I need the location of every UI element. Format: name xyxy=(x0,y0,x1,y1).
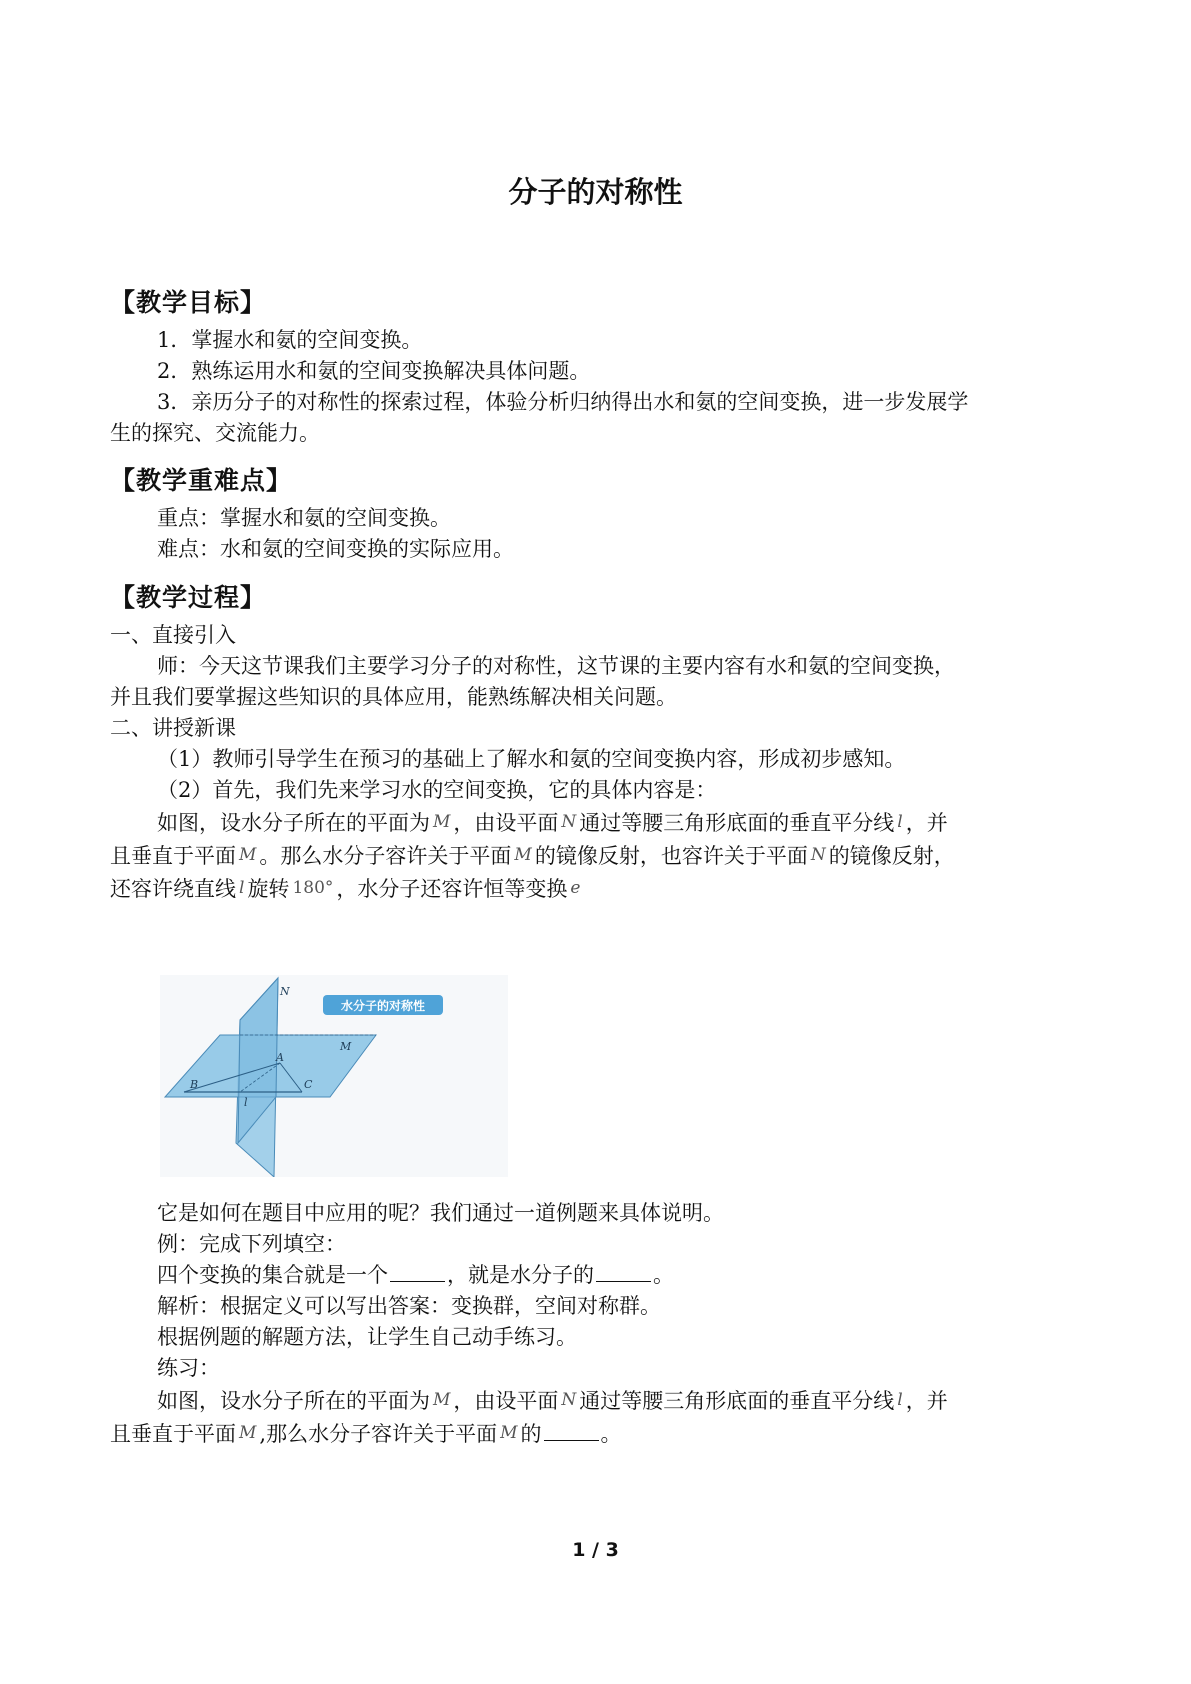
page-number: 1 / 3 xyxy=(572,1539,619,1561)
paragraph-line: 例：完成下列填空： xyxy=(157,1232,346,1256)
goal-item: 1．掌握水和氨的空间变换。 xyxy=(157,328,423,352)
label-b: B xyxy=(190,1078,199,1091)
math-symbol: M xyxy=(239,845,257,865)
text-run: 的镜像反射，也容许关于平面 xyxy=(534,844,808,868)
fill-blank xyxy=(544,1422,599,1441)
paragraph-line xyxy=(157,808,948,841)
label-c: C xyxy=(304,1078,313,1091)
text-run: 且垂直于平面 xyxy=(110,844,236,868)
text-run: 。 xyxy=(600,1422,622,1446)
section-heading-process: 【教学过程】 xyxy=(110,583,267,612)
fill-blank xyxy=(596,1263,651,1282)
math-symbol: e xyxy=(570,878,581,898)
label-l: l xyxy=(244,1096,248,1109)
text-run: ，由设平面 xyxy=(453,811,559,835)
paragraph-line: 根据例题的解题方法，让学生自己动手练习。 xyxy=(157,1325,577,1349)
math-symbol: M xyxy=(239,1423,257,1443)
math-symbol: M xyxy=(500,1423,518,1443)
text-run: 通过等腰三角形底面的垂直平分线 xyxy=(579,1389,895,1413)
math-symbol: N xyxy=(561,812,577,832)
goal-item: 3．亲历分子的对称性的探索过程，体验分析归纳得出水和氨的空间变换，进一步发展学 xyxy=(157,390,969,414)
subsection-heading: 一、直接引入 xyxy=(110,623,236,647)
paragraph-line: 师：今天这节课我们主要学习分子的对称性，这节课的主要内容有水和氨的空间变换， xyxy=(157,654,955,678)
math-symbol: l xyxy=(239,878,245,898)
math-symbol: M xyxy=(514,845,532,865)
water-symmetry-figure xyxy=(160,975,508,1177)
text-run: 还容许绕直线 xyxy=(110,877,236,901)
math-symbol: l xyxy=(897,812,903,832)
math-symbol: M xyxy=(433,1390,451,1410)
section-heading-goals: 【教学目标】 xyxy=(110,288,267,317)
text-run: 。 xyxy=(653,1263,674,1287)
math-symbol: l xyxy=(897,1390,903,1410)
subsection-heading: 二、讲授新课 xyxy=(110,716,236,740)
paragraph-line: （1）教师引导学生在预习的基础上了解水和氨的空间变换内容，形成初步感知。 xyxy=(157,747,906,771)
paragraph-line: 并且我们要掌握这些知识的具体应用，能熟练解决相关问题。 xyxy=(110,685,677,709)
text-run: ，水分子还容许恒等变换 xyxy=(336,877,568,901)
keypoint-difficulty: 难点：水和氨的空间变换的实际应用。 xyxy=(157,537,514,561)
paragraph-line xyxy=(110,841,955,874)
label-a: A xyxy=(276,1051,284,1064)
goal-item: 2．熟练运用水和氨的空间变换解决具体问题。 xyxy=(157,359,591,383)
text-run: 四个变换的集合就是一个 xyxy=(157,1263,388,1287)
label-m: M xyxy=(340,1040,352,1053)
text-run: 通过等腰三角形底面的垂直平分线 xyxy=(579,811,895,835)
paragraph-line: （2）首先，我们先来学习水的空间变换，它的具体内容是： xyxy=(157,778,717,802)
fill-blank xyxy=(390,1263,445,1282)
paragraph-line xyxy=(157,1386,948,1419)
text-run: 。那么水分子容许关于平面 xyxy=(259,844,512,868)
text-run: ，并 xyxy=(905,811,948,835)
text-run: 如图，设水分子所在的平面为 xyxy=(157,1389,430,1413)
text-run: 旋转 xyxy=(247,877,290,901)
goal-item-continued: 生的探究、交流能力。 xyxy=(110,421,320,445)
paragraph-line: 练习： xyxy=(157,1356,220,1380)
paragraph-line: 解析：根据定义可以写出答案：变换群，空间对称群。 xyxy=(157,1294,661,1318)
text-run: 如图，设水分子所在的平面为 xyxy=(157,811,430,835)
text-run: ，由设平面 xyxy=(453,1389,559,1413)
label-n: N xyxy=(280,985,290,998)
text-run: ，并 xyxy=(905,1389,948,1413)
text-run: ,那么水分子容许关于平面 xyxy=(259,1422,498,1446)
paragraph-line xyxy=(110,1419,622,1452)
text-run: 且垂直于平面 xyxy=(110,1422,236,1446)
text-run: 的 xyxy=(520,1422,542,1446)
paragraph-line: 它是如何在题目中应用的呢？我们通过一道例题来具体说明。 xyxy=(157,1201,724,1225)
text-run: ，就是水分子的 xyxy=(447,1263,594,1287)
math-symbol: N xyxy=(561,1390,577,1410)
paragraph-line xyxy=(157,1260,674,1291)
math-symbol: N xyxy=(810,845,826,865)
section-heading-keypoints: 【教学重难点】 xyxy=(110,466,293,495)
math-symbol: M xyxy=(433,812,451,832)
paragraph-line xyxy=(110,874,583,907)
math-symbol: 180° xyxy=(292,878,334,898)
keypoint-focus: 重点：掌握水和氨的空间变换。 xyxy=(157,506,451,530)
figure-caption: 水分子的对称性 xyxy=(340,999,426,1013)
page-title: 分子的对称性 xyxy=(508,175,683,209)
text-run: 的镜像反射， xyxy=(828,844,955,868)
